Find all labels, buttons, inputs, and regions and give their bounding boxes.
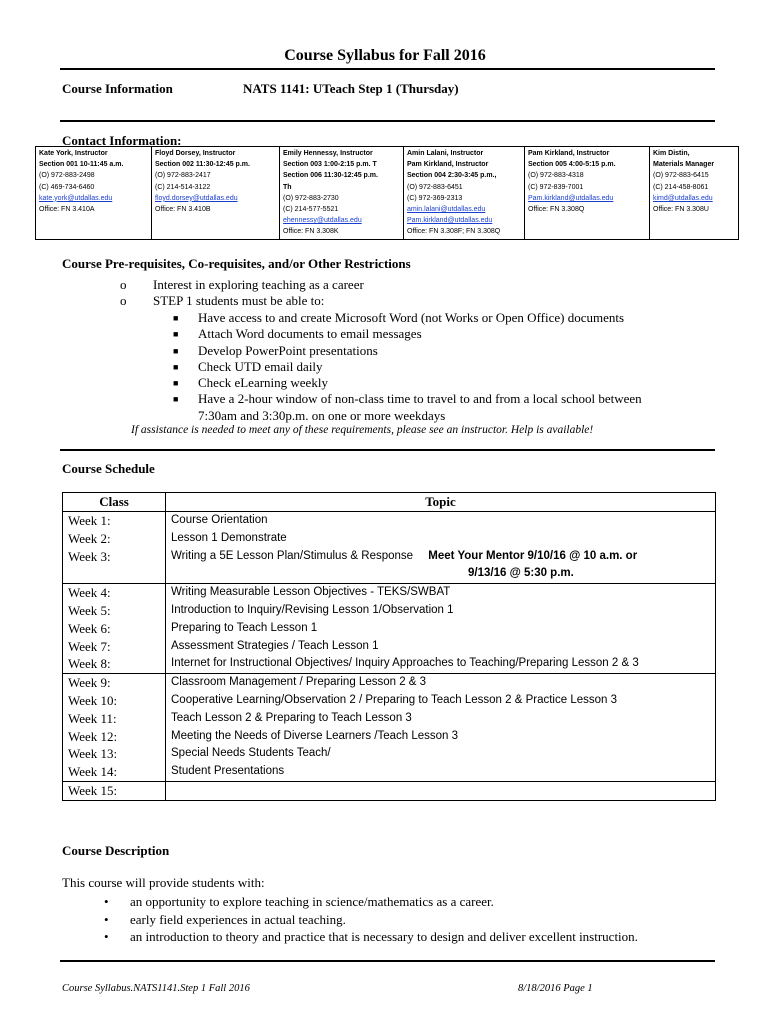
topic-cell: Course Orientation <box>171 514 268 526</box>
week-label: Week 11: <box>68 710 117 726</box>
circle-bullet-icon: o <box>120 293 127 309</box>
contact-line: Floyd Dorsey, Instructor <box>155 150 236 157</box>
course-info-label: Course Information <box>62 81 173 96</box>
square-bullet-icon: ■ <box>173 361 179 372</box>
table-row <box>63 674 716 782</box>
course-info-value: NATS 1141: UTeach Step 1 (Thursday) <box>243 81 459 96</box>
contact-line: Office: FN 3.308F; FN 3.308Q <box>407 228 501 236</box>
divider <box>60 960 715 962</box>
contact-line: Emily Hennessy, Instructor <box>283 150 373 157</box>
contact-cell <box>404 147 525 240</box>
col-header-topic: Topic <box>166 493 716 512</box>
topic-cell: Meeting the Needs of Diverse Learners /Teach Lesson 3 <box>171 729 459 742</box>
col-header-class: Class <box>63 493 166 512</box>
contact-line: (O) 972-883-6451 <box>407 183 463 191</box>
contact-line: (O) 972-883-2730 <box>283 194 339 202</box>
contact-table <box>35 146 739 240</box>
week-label: Week 13: <box>68 746 118 762</box>
contact-line: Office: FN 3.308K <box>283 228 339 236</box>
contact-line: (C) 214-458-8061 <box>653 183 709 191</box>
square-bullet-icon: ■ <box>173 345 179 356</box>
contact-line: Amin Lalani, Instructor <box>407 150 484 157</box>
prereq-heading: Course Pre-requisites, Co-requisites, and/or Other Restrictions <box>62 256 411 271</box>
square-bullet-icon: ■ <box>173 378 179 389</box>
contact-line: (C) 469-734-6460 <box>39 183 95 191</box>
week-label: Week 9: <box>68 675 111 691</box>
square-bullet-icon: ■ <box>173 313 179 323</box>
topic-cell: Teach Lesson 2 & Preparing to Teach Lesson 3 <box>171 711 412 724</box>
description-heading: Course Description <box>62 843 170 858</box>
contact-line: Section 006 11:30-12:45 p.m. <box>283 172 378 180</box>
topic-cell: Lesson 1 Demonstrate <box>171 531 287 544</box>
schedule-heading: Course Schedule <box>62 461 155 476</box>
schedule-table <box>62 492 716 801</box>
topic-cell: Student Presentations <box>171 765 285 778</box>
week-label: Week 1: <box>68 513 111 528</box>
list-item: • early field experiences in actual teaching. <box>104 911 346 927</box>
square-bullet-icon: ■ <box>173 394 179 405</box>
week-label: Week 10: <box>68 692 118 708</box>
email-link[interactable]: kate.york@utdallas.edu <box>39 194 113 202</box>
footer-right: 8/18/2016 Page 1 <box>518 983 593 994</box>
email-link[interactable]: Pam.kirkland@utdallas.edu <box>528 194 614 202</box>
table-row <box>63 584 716 674</box>
contact-line: Section 004 2:30-3:45 p.m., <box>407 172 497 180</box>
week-label: Week 2: <box>68 530 111 546</box>
contact-line: (O) 972-883-6415 <box>653 172 709 180</box>
divider <box>60 68 715 70</box>
email-link[interactable]: Pam.kirkland@utdallas.edu <box>407 217 493 225</box>
topic-cell: Writing a 5E Lesson Plan/Stimulus & Response <box>171 549 414 562</box>
mentor-note-date: 9/13/16 @ 5:30 p.m. <box>468 567 574 580</box>
email-link[interactable]: kimd@utdallas.edu <box>653 194 713 202</box>
topic-cell: Writing Measurable Lesson Objectives - TEKS/SWBAT <box>171 586 451 599</box>
week-label: Week 14: <box>68 764 118 780</box>
contact-line: Section 005 4:00-5:15 p.m. <box>528 161 616 169</box>
contact-heading: Contact Information: <box>62 133 182 148</box>
list-item: • an introduction to theory and practice that is necessary to design and deliver excellent instruction. <box>104 929 638 944</box>
contact-line: Section 003 1:00-2:15 p.m. T <box>283 161 377 169</box>
topic-cell <box>171 782 710 800</box>
description-list <box>100 893 638 946</box>
topic-cell: Internet for Instructional Objectives/ Inquiry Approaches to Teaching/Preparing Lesson 2 & 3 <box>171 657 639 670</box>
contact-line: Th <box>283 183 292 191</box>
contact-line: (C) 214-514-3122 <box>155 183 211 191</box>
list-item: • an opportunity to explore teaching in science/mathematics as a career. <box>104 894 494 909</box>
email-link[interactable]: floyd.dorsey@utdallas.edu <box>155 194 238 202</box>
mentor-note: Meet Your Mentor 9/10/16 @ 10 a.m. or <box>428 549 638 562</box>
contact-cell <box>152 147 280 240</box>
topic-cell: Assessment Strategies / Teach Lesson 1 <box>171 639 379 652</box>
contact-line: (C) 972-839-7001 <box>528 183 584 191</box>
contact-cell <box>280 147 404 240</box>
divider <box>60 120 715 122</box>
week-label: Week 5: <box>68 602 111 618</box>
footer-left: Course Syllabus.NATS1141.Step 1 Fall 2016 <box>62 983 250 994</box>
table-row <box>63 512 716 584</box>
assistance-note: If assistance is needed to meet any of these requirements, please see an instructor. Help is available! <box>131 424 594 436</box>
circle-bullet-icon: o <box>120 277 127 292</box>
contact-line: (C) 214-577-5521 <box>283 206 339 214</box>
contact-cell <box>36 147 152 240</box>
week-label: Week 6: <box>68 620 111 636</box>
email-link[interactable]: ehennessy@utdallas.edu <box>283 217 362 225</box>
contact-line: (C) 972-369-2313 <box>407 194 463 202</box>
topic-cell: Introduction to Inquiry/Revising Lesson 1/Observation 1 <box>171 603 454 616</box>
contact-line: Office: FN 3.410A <box>39 206 95 214</box>
contact-line: Office: FN 3.308U <box>653 206 709 214</box>
topic-cell: Cooperative Learning/Observation 2 / Preparing to Teach Lesson 2 & Practice Lesson 3 <box>171 693 618 706</box>
contact-line: (O) 972-883-4318 <box>528 172 584 180</box>
contact-line: Materials Manager <box>653 161 715 169</box>
contact-line: (O) 972-883-2498 <box>39 172 95 180</box>
contact-line: Office: FN 3.308Q <box>528 206 585 214</box>
week-label: Week 4: <box>68 585 111 601</box>
topic-cell: Preparing to Teach Lesson 1 <box>171 621 318 634</box>
week-label: Week 7: <box>68 638 111 654</box>
contact-cell <box>650 147 739 240</box>
contact-line: Kim Distin, <box>653 150 690 157</box>
description-intro: This course will provide students with: <box>62 875 265 890</box>
week-label: Week 3: <box>68 548 111 564</box>
week-label: Week 15: <box>68 782 118 798</box>
week-label: Week 12: <box>68 728 118 744</box>
page-title: Course Syllabus for Fall 2016 <box>284 47 486 64</box>
email-link[interactable]: amin.lalani@utdallas.edu <box>407 206 486 214</box>
syllabus-page: Course Syllabus for Fall 2016 Course Information NATS 1141: UTeach Step 1 (Thursday) Contact Information: Kate York, Instructor Section 001 10-11:45 a.m. (O) 972-883-2498 (C) 469-734-6460 kate.york@utdallas.edu Office: FN 3.410A Floyd Dorsey, Instructor Section 002 11:30-12:45 p.m. (O) 972-883-2417 (C) 214-514-3122 floyd.dorsey@utdallas.edu Office: FN 3.410B Emily Hennessy, Instructor Section 003 1:00-2:15 p.m. T Section 006 11:30-12:45 p.m. Th (O) 972-883-2730 (C) 214-577-5521 ehennessy@utdallas.edu Office: FN 3.308K Amin Lalani, Instructor Pam Kirkland, Instructor Section 004 2:30-3:45 p.m., (O) 972-883-6451 (C) 972-369-2313 amin.lalani@utdallas.edu Pam.kirkland@utdallas.edu Office: FN 3.308F; FN 3.308Q Pam Kirkland, Instructor Section 005 4:00-5:15 p.m. (O) 972-883-4318 (C) 972-839-7001 Pam.kirkland@utdallas.edu Office: FN 3.308Q Kim Distin, Materials Manager (O) 972-883-6415 (C) 214-458-8061 kimd@utdallas.edu Office: FN 3.308U Course Pre-requisites, Co-requisites, and/or Other Restrictions o Interest in exploring teaching as a career o STEP 1 students must be able to: ■ Have access to and create Microsoft Word (not Works or Open Office) documents ■ Attach Word documents to email messages ■ Develop PowerPoint presentations ■ Check UTD email daily ■ Check eLearning weekly ■ Have a 2-hour window of non-class time to travel to and from a local school between 7:30am and 3:30p.m. on one or more weekdays If assistance is needed to meet any of these requirements, please see an instructor. Help is available! Course Schedule Class Topic Week 1: Week 2: Week 3: Course Orientation Lesson 1 Demonstrate Writing a 5E Lesson Plan/Stimulus & Response Meet Your Mentor 9/10/16 @ 10 a.m. or 9/13/16 @ 5:30 p.m. Week 4: Week 5: Week 6: Week 7: Week 8: Writing Measurable Lesson Objectives - TEKS/SWBAT Introduction to Inquiry/Revising Lesson 1/Observation 1 Preparing to Teach Lesson 1 Assessment Strategies / Teach Lesson 1 Internet for Instructional Objectives/ Inquiry Approaches to Teaching/Preparing Lesson 2 & 3 Week 9: Week 10: Week 11: Week 12: Week 13: Week 14: Classroom Management / Preparing Lesson 2 & 3 Cooperative Learning/Observation 2 / Preparing to Teach Lesson 2 & Practice Lesson 3 Teach Lesson 2 & Preparing to Teach Lesson 3 Meeting the Needs of Diverse Learners /Teach Lesson 3 Special Needs Students Teach/ Student Presentations Week 15: Course Description This course will provide students with: • an opportunity to explore teaching in science/mathematics as a career. • early field experiences in actual teaching. • an introduction to theory and practice that is necessary to design and deliver excellent instruction. Course Syllabus.NATS1141.Step 1 Fall 2016 8/18/2016 Page 1 <box>0 0 770 1024</box>
contact-line: Section 002 11:30-12:45 p.m. <box>155 161 250 169</box>
contact-cell <box>525 147 650 240</box>
bullet-icon: • <box>104 911 109 927</box>
contact-line: Pam Kirkland, Instructor <box>528 150 610 157</box>
table-row <box>63 781 716 800</box>
week-label: Week 8: <box>68 656 111 672</box>
bullet-icon: • <box>104 894 109 909</box>
contact-line: Kate York, Instructor <box>39 150 108 157</box>
topic-cell: Classroom Management / Preparing Lesson 2 & 3 <box>171 676 427 689</box>
contact-row <box>36 147 739 240</box>
divider <box>60 449 715 451</box>
contact-line: Section 001 10-11:45 a.m. <box>39 161 124 169</box>
bullet-icon: • <box>104 929 109 944</box>
contact-line: Office: FN 3.410B <box>155 206 211 214</box>
square-bullet-icon: ■ <box>173 329 179 340</box>
contact-line: (O) 972-883-2417 <box>155 172 211 180</box>
topic-cell: Special Needs Students Teach/ <box>171 747 331 760</box>
contact-line: Pam Kirkland, Instructor <box>407 161 489 169</box>
